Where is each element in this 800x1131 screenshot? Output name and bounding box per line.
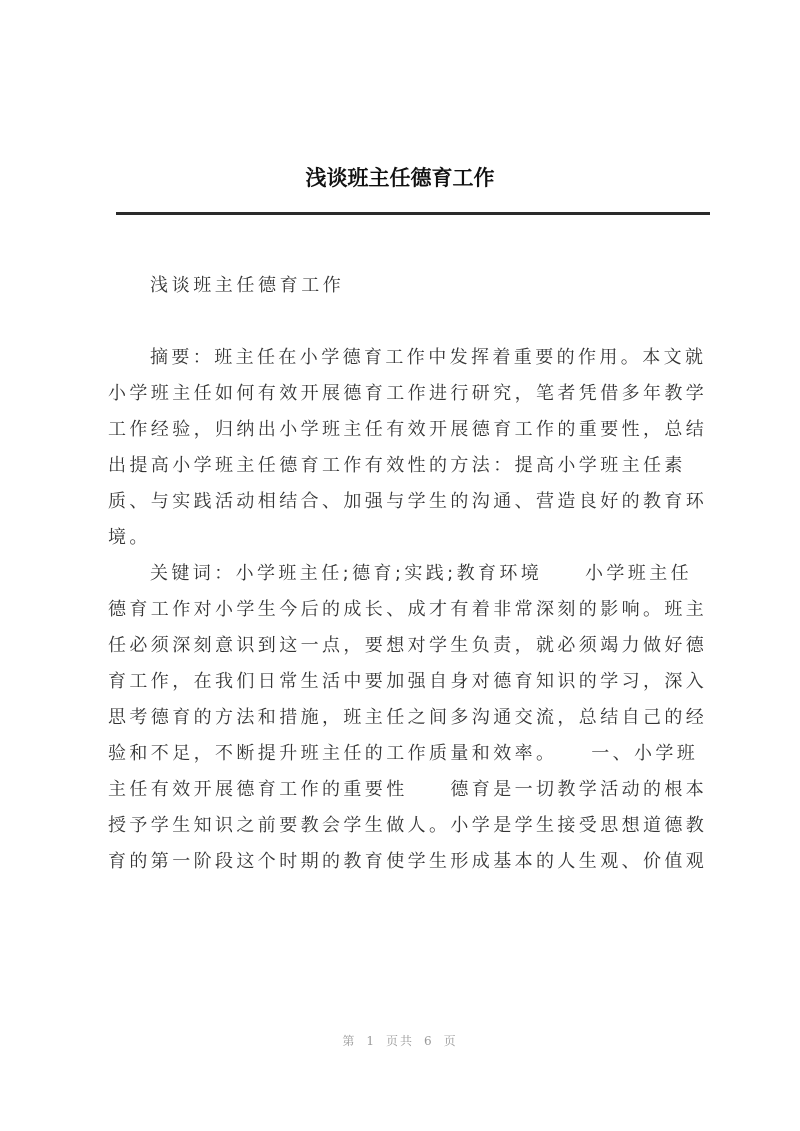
total-pages-number: 6 [424, 1034, 434, 1048]
current-page-number: 1 [366, 1034, 376, 1048]
text-line: 质、与实践活动相结合、加强与学生的沟通、营造良好的教育环 [108, 491, 708, 512]
text-line: 验和不足，不断提升班主任的工作质量和效率。 一、小学班 [108, 743, 699, 764]
text-line: 主任有效开展德育工作的重要性 德育是一切教学活动的根本 [108, 779, 708, 800]
text-line: 出提高小学班主任德育工作有效性的方法：提高小学班主任素 [108, 455, 686, 476]
text-line: 授予学生知识之前要教会学生做人。小学是学生接受思想道德教 [108, 815, 708, 836]
abstract-paragraph [108, 340, 712, 556]
text-line: 工作经验，归纳出小学班主任有效开展德育工作的重要性，总结 [108, 419, 708, 440]
text-line: 思考德育的方法和措施，班主任之间多沟通交流，总结自己的经 [108, 707, 708, 728]
footer-label-suffix: 页 [443, 1034, 458, 1048]
body-paragraph [108, 556, 712, 880]
footer-label-page: 第 [342, 1034, 357, 1048]
text-line: 任必须深刻意识到这一点，要想对学生负责，就必须竭力做好德 [108, 635, 708, 656]
text-line: 德育工作对小学生今后的成长、成才有着非常深刻的影响。班主 [108, 599, 708, 620]
document-subtitle: 浅谈班主任德育工作 [150, 275, 345, 296]
text-line: 育工作，在我们日常生活中要加强自身对德育知识的学习，深入 [108, 671, 708, 692]
page-title: 浅谈班主任德育工作 [305, 166, 495, 190]
text-line: 小学班主任如何有效开展德育工作进行研究，笔者凭借多年教学 [108, 383, 708, 404]
title-divider [116, 212, 710, 215]
page-footer [0, 1032, 800, 1049]
text-line: 境。 [108, 527, 151, 548]
document-body [108, 268, 712, 880]
footer-label-total: 页共 [385, 1034, 414, 1048]
text-line: 育的第一阶段这个时期的教育使学生形成基本的人生观、价值观 [108, 851, 708, 872]
text-line: 摘要：班主任在小学德育工作中发挥着重要的作用。本文就 [150, 347, 707, 368]
keywords-line: 关键词：小学班主任;德育;实践;教育环境 小学班主任 [150, 563, 692, 584]
